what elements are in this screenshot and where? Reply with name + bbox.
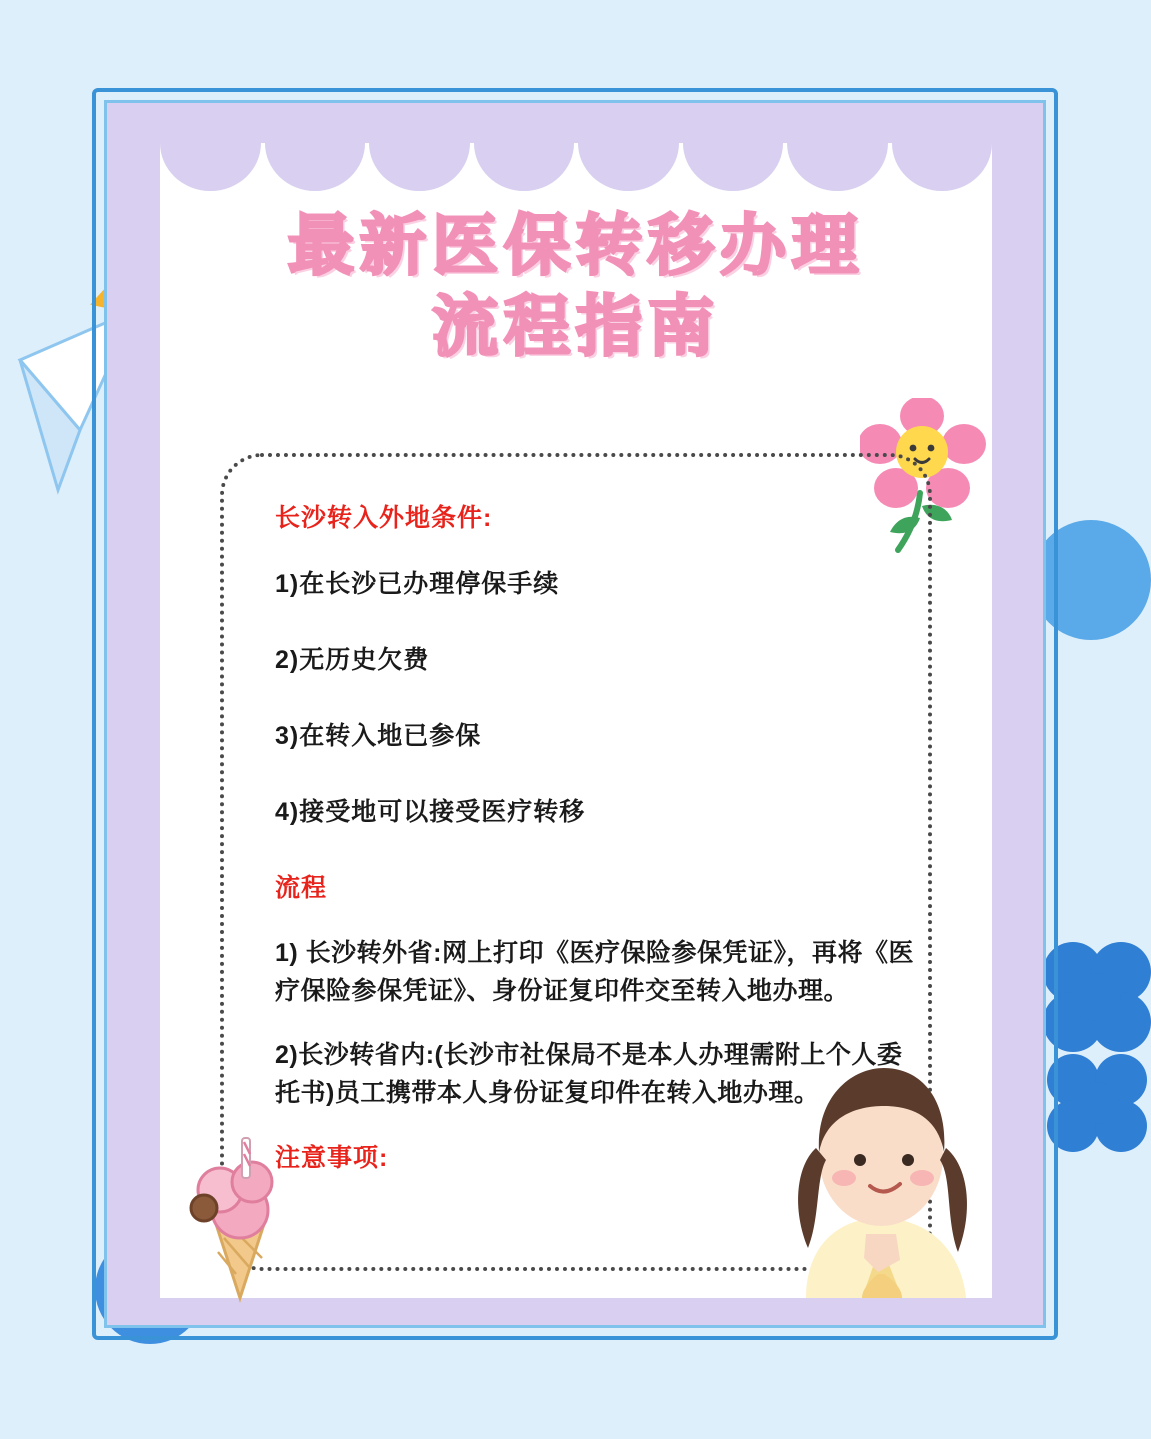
list-item: 1)在长沙已办理停保手续: [275, 570, 560, 598]
section-heading-process: 流程: [275, 874, 328, 902]
list-item: 3)在转入地已参保: [275, 722, 482, 750]
section-heading-notes: 注意事项:: [275, 1144, 389, 1172]
process-paragraph-1: 1) 长沙转外省:网上打印《医疗保险参保凭证》，再将《医疗保险参保凭证》、身份证复印件交至转入地办理。: [275, 939, 915, 1005]
ice-cream-icon: [180, 1128, 300, 1303]
list-item: 4)接受地可以接受医疗转移: [275, 798, 586, 826]
list-item: 2)无历史欠费: [275, 646, 430, 674]
title-line-2: 流程指南: [432, 286, 720, 365]
process-paragraph-2: 2)长沙转省内:(长沙市社保局不是本人办理需附上个人委托书)员工携带本人身份证复印件在转入地办理。: [275, 1041, 903, 1107]
title-line-1: 最新医保转移办理: [288, 206, 864, 284]
section-heading-conditions: 长沙转入外地条件:: [275, 504, 493, 532]
girl-illustration: [766, 1048, 996, 1298]
scalloped-edge: [160, 143, 992, 191]
page-title: [160, 205, 992, 366]
paper-sheet: [160, 143, 992, 1298]
